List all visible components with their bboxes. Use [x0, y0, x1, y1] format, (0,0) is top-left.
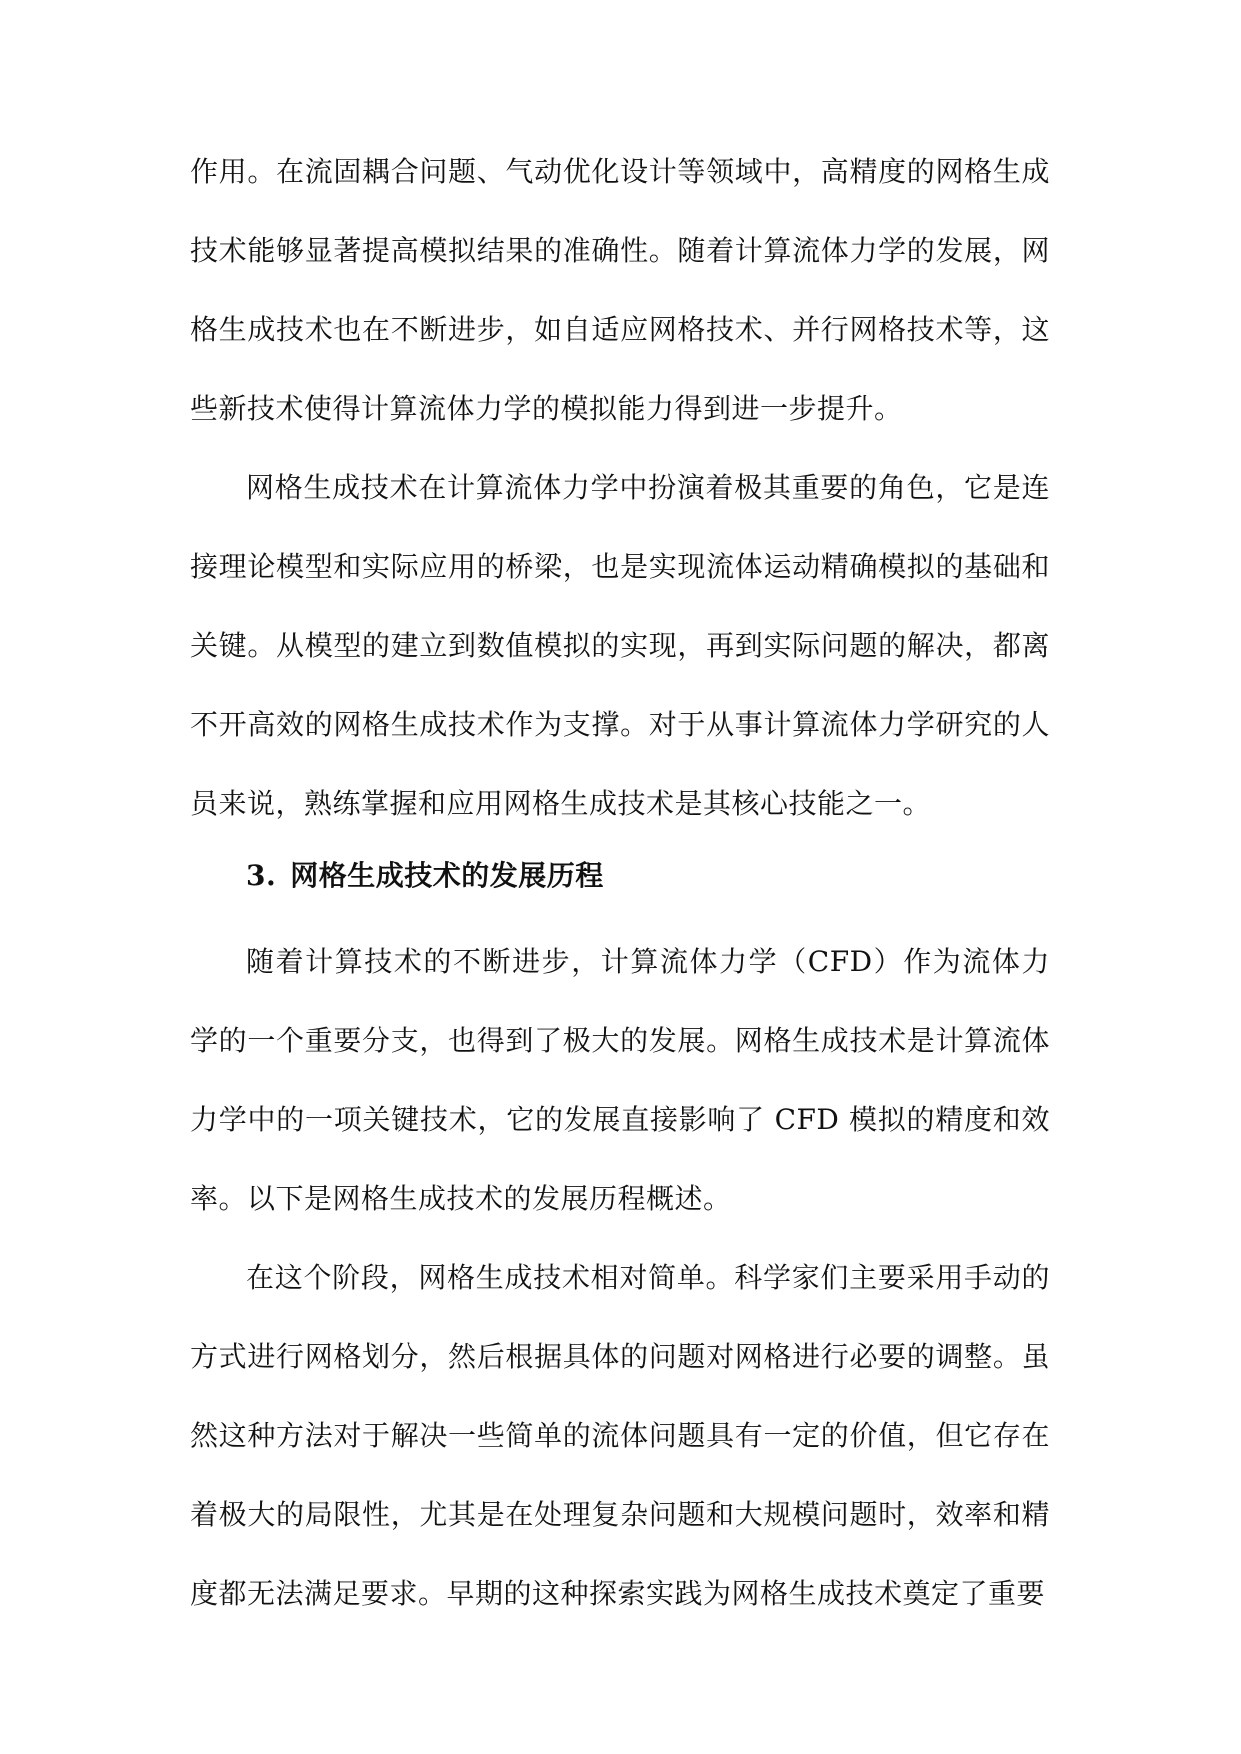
section-heading [246, 856, 604, 896]
paragraph-cfd-development: 随着计算技术的不断进步，计算流体力学（CFD）作为流体力学的一个重要分支，也得到了极大的发展。网格生成技术是计算流体力学中的一项关键技术，它的发展直接影响了 CFD 模拟的精度和效率。以下是网格生成技术的发展历程概述。 [190, 945, 1050, 1215]
paragraph-grid-role: 网格生成技术在计算流体力学中扮演着极其重要的角色，它是连接理论模型和实际应用的桥梁，也是实现流体运动精确模拟的基础和关键。从模型的建立到数值模拟的实现，再到实际问题的解决，都离不开高效的网格生成技术作为支撑。对于从事计算流体力学研究的人员来说，熟练掌握和应用网格生成技术是其核心技能之一。 [190, 471, 1050, 820]
paragraph-early-stage: 在这个阶段，网格生成技术相对简单。科学家们主要采用手动的方式进行网格划分，然后根据具体的问题对网格进行必要的调整。虽然这种方法对于解决一些简单的流体问题具有一定的价值，但它存在着极大的局限性，尤其是在处理复杂问题和大规模问题时，效率和精度都无法满足要求。早期的这种探索实践为网格生成技术奠定了重要 [190, 1261, 1050, 1610]
section-number: 3. [246, 859, 277, 892]
section-title: 网格生成技术的发展历程 [290, 859, 604, 892]
body-text-lower [190, 922, 1050, 1633]
body-text-upper [190, 132, 1050, 843]
paragraph-continuation: 作用。在流固耦合问题、气动优化设计等领域中，高精度的网格生成技术能够显著提高模拟结果的准确性。随着计算流体力学的发展，网格生成技术也在不断进步，如自适应网格技术、并行网格技术等，这些新技术使得计算流体力学的模拟能力得到进一步提升。 [190, 155, 1050, 425]
